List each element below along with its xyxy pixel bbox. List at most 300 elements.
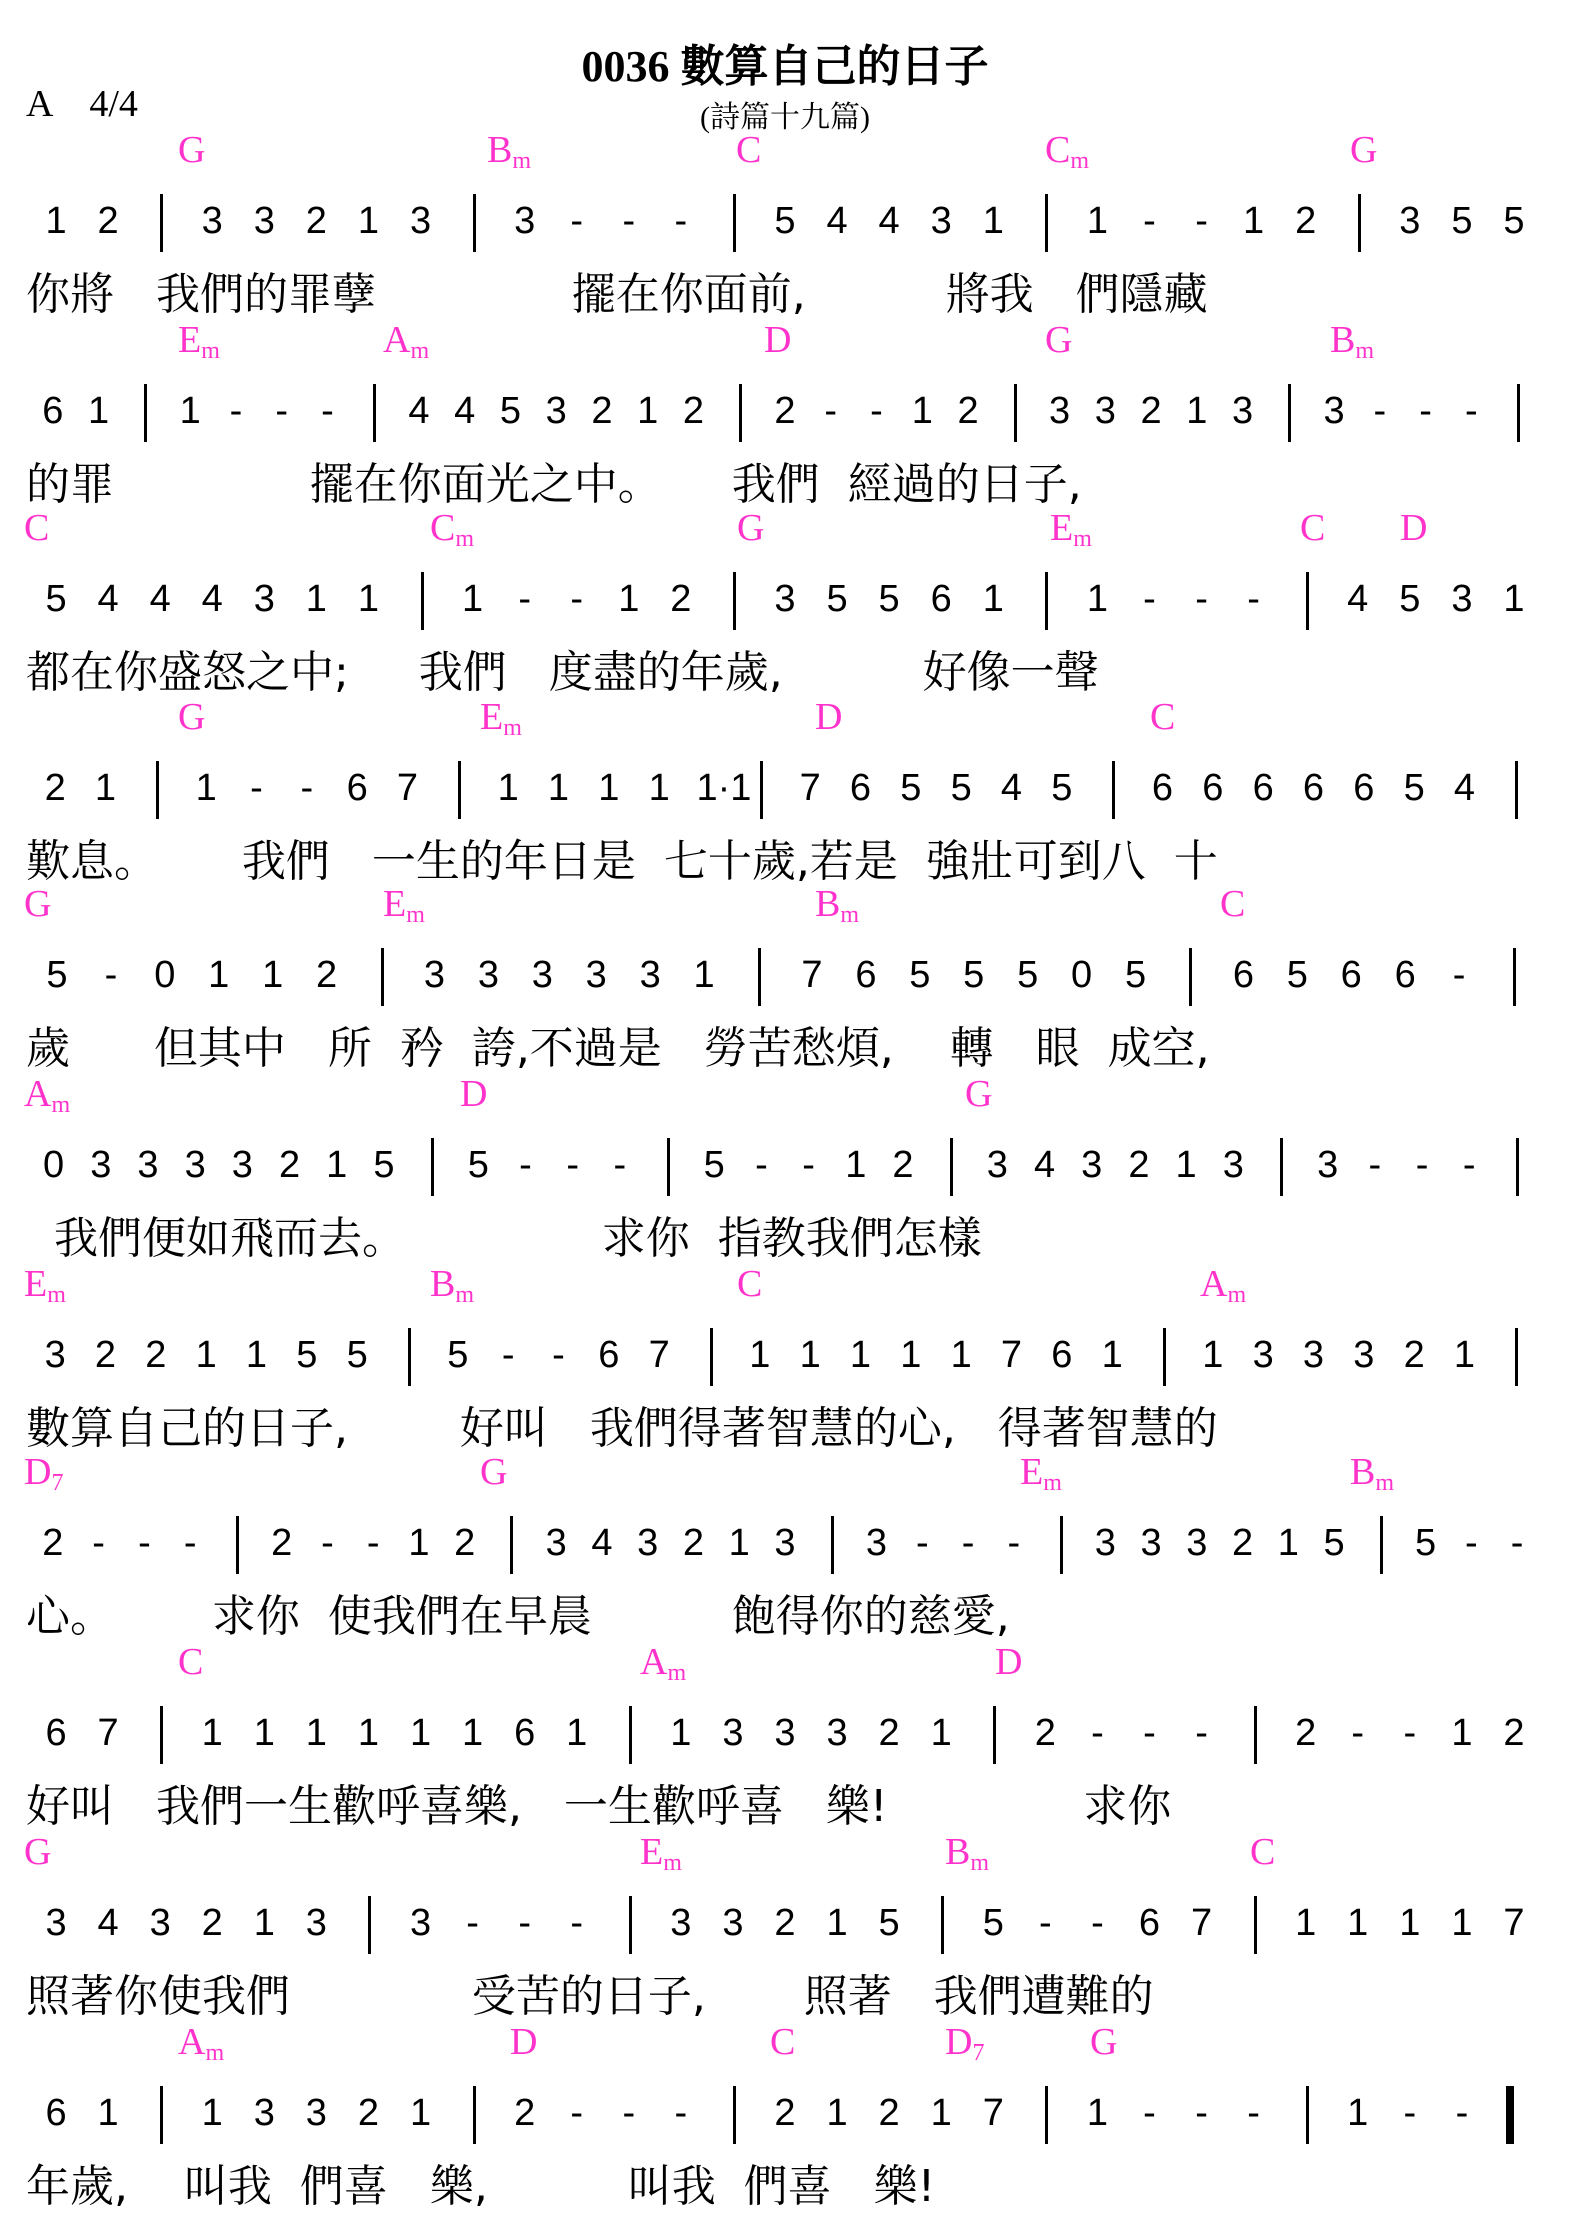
bar-line xyxy=(373,384,376,442)
jianpu-note: 1 xyxy=(462,1712,484,1754)
jianpu-note: 3 xyxy=(305,2092,327,2134)
jianpu-note: 3 xyxy=(1222,1144,1244,1186)
jianpu-note: 2 xyxy=(774,1902,796,1944)
notation-row xyxy=(0,2082,1570,2152)
jianpu-note: 2 xyxy=(1295,200,1317,242)
jianpu-note: 3 xyxy=(1317,1144,1339,1186)
score-system xyxy=(0,882,1570,1074)
jianpu-note: 6 xyxy=(1394,954,1416,996)
bar-line xyxy=(758,948,761,1006)
extension-dash: - xyxy=(104,954,118,996)
extension-dash: - xyxy=(1368,1144,1382,1186)
chord-symbol: C xyxy=(770,2021,796,2063)
jianpu-note: 3 xyxy=(670,1902,692,1944)
jianpu-note: 2 xyxy=(145,1334,167,1376)
notation-row xyxy=(0,1892,1570,1962)
notation-row xyxy=(0,1512,1570,1582)
chord-symbol: G xyxy=(178,696,206,738)
chord-symbol: $B_m$ xyxy=(1350,1451,1395,1496)
jianpu-note: 6 xyxy=(855,954,877,996)
jianpu-note: 1·1 xyxy=(696,767,752,809)
jianpu-note: 7 xyxy=(801,954,823,996)
jianpu-note: 1 xyxy=(1277,1522,1299,1564)
extension-dash: - xyxy=(915,1522,929,1564)
jianpu-note: 3 xyxy=(722,1902,744,1944)
extension-dash: - xyxy=(1007,1522,1021,1564)
bar-line xyxy=(156,761,159,819)
jianpu-note: 1 xyxy=(88,390,110,432)
jianpu-note: 3 xyxy=(722,1712,744,1754)
lyric-line: 照著你使我們 受苦的日子, 照著 我們遭難的 xyxy=(26,1971,1154,2022)
bar-line xyxy=(1306,2086,1309,2144)
jianpu-note: 1 xyxy=(749,1334,771,1376)
notation-row xyxy=(0,1324,1570,1394)
jianpu-note: 1 xyxy=(253,1902,275,1944)
jianpu-note: 5 xyxy=(950,767,972,809)
extension-dash: - xyxy=(275,390,288,432)
jianpu-note: 3 xyxy=(1353,1334,1375,1376)
jianpu-note: 1 xyxy=(1451,1902,1473,1944)
bar-line xyxy=(1380,1516,1383,1574)
jianpu-note: 4 xyxy=(454,390,476,432)
extension-dash: - xyxy=(1143,200,1156,242)
jianpu-note: 1 xyxy=(462,578,484,620)
jianpu-note: 1 xyxy=(326,1144,348,1186)
chord-symbol: D xyxy=(995,1641,1023,1683)
bar-line xyxy=(993,1706,996,1764)
jianpu-note: 1 xyxy=(45,200,67,242)
jianpu-note: 1 xyxy=(357,200,379,242)
jianpu-note: 1 xyxy=(1453,1334,1476,1376)
jianpu-note: 0 xyxy=(1071,954,1093,996)
jianpu-note: 5 xyxy=(1124,954,1147,996)
bar-line xyxy=(1045,572,1048,630)
extension-dash: - xyxy=(570,578,584,620)
bar-line xyxy=(629,1896,632,1954)
bar-line xyxy=(710,1328,713,1386)
jianpu-note: 1 xyxy=(408,1522,430,1564)
extension-dash: - xyxy=(1465,1522,1478,1564)
extension-dash: - xyxy=(613,1144,627,1186)
jianpu-note: 3 xyxy=(423,954,446,996)
chord-symbol: $E_m$ xyxy=(178,319,220,364)
jianpu-note: 5 xyxy=(45,578,67,620)
jianpu-note: 1 xyxy=(826,1902,848,1944)
jianpu-note: 5 xyxy=(1399,578,1421,620)
jianpu-note: 2 xyxy=(892,1144,914,1186)
jianpu-note: 3 xyxy=(149,1902,171,1944)
jianpu-note: 3 xyxy=(639,954,661,996)
bar-line xyxy=(144,384,147,442)
lyric-line: 歲 但其中 所 矜 誇,不過是 勞苦愁煩, 轉 眼 成空, xyxy=(26,1023,1210,1074)
jianpu-note: 5 xyxy=(1451,200,1473,242)
jianpu-note: 3 xyxy=(253,578,275,620)
jianpu-note: 1 xyxy=(1399,1902,1421,1944)
jianpu-note: 2 xyxy=(957,390,979,432)
jianpu-note: 1 xyxy=(179,390,201,432)
jianpu-note: 3 xyxy=(1302,1334,1325,1376)
jianpu-note: 4 xyxy=(1033,1144,1056,1186)
extension-dash: - xyxy=(1403,2092,1417,2134)
jianpu-note: 1 xyxy=(648,767,670,809)
jianpu-note: 2 xyxy=(682,1522,705,1564)
jianpu-note: 1 xyxy=(598,767,620,809)
bar-line xyxy=(421,572,424,630)
jianpu-note: 1 xyxy=(94,767,117,809)
jianpu-note: 5 xyxy=(703,1144,725,1186)
bar-line xyxy=(160,194,163,252)
notation-row xyxy=(0,380,1570,450)
bar-line xyxy=(1060,1516,1063,1574)
bar-line xyxy=(1112,761,1115,819)
extension-dash: - xyxy=(755,1144,768,1186)
jianpu-note: 2 xyxy=(774,390,796,432)
extension-dash: - xyxy=(622,200,636,242)
extension-dash: - xyxy=(1039,1902,1052,1944)
bar-line xyxy=(1288,384,1291,442)
jianpu-note: 2 xyxy=(316,954,338,996)
chord-symbol: D xyxy=(510,2021,538,2063)
jianpu-note: 1 xyxy=(826,2092,848,2134)
jianpu-note: 1 xyxy=(1086,2092,1108,2134)
chord-symbol: C xyxy=(737,1263,763,1305)
jianpu-note: 2 xyxy=(1140,390,1162,432)
chord-symbol: G xyxy=(1090,2021,1118,2063)
notation-row xyxy=(0,190,1570,260)
jianpu-note: 2 xyxy=(44,767,66,809)
jianpu-note: 1 xyxy=(1295,1902,1317,1944)
chord-symbol: G xyxy=(178,129,206,171)
jianpu-note: 3 xyxy=(45,1902,67,1944)
extension-dash: - xyxy=(501,1334,515,1376)
extension-dash: - xyxy=(1247,578,1260,620)
notation-row xyxy=(0,757,1570,827)
chord-symbol: C xyxy=(24,507,50,549)
jianpu-note: 5 xyxy=(1403,767,1425,809)
jianpu-note: 4 xyxy=(97,578,119,620)
jianpu-note: 3 xyxy=(545,1522,567,1564)
bar-line xyxy=(1014,384,1017,442)
extension-dash: - xyxy=(824,390,838,432)
jianpu-note: 1 xyxy=(618,578,640,620)
jianpu-note: 3 xyxy=(585,954,607,996)
bar-line xyxy=(941,1896,944,1954)
chord-symbol: $E_m$ xyxy=(480,696,522,741)
chord-symbol: $B_m$ xyxy=(487,129,532,174)
chord-symbol: $E_m$ xyxy=(383,883,425,928)
chord-symbol: $E_m$ xyxy=(640,1831,682,1876)
chord-symbol: $E_m$ xyxy=(1050,507,1092,552)
jianpu-note: 5 xyxy=(826,578,848,620)
bar-line xyxy=(1163,1328,1166,1386)
jianpu-note: 5 xyxy=(1051,767,1073,809)
bar-line xyxy=(236,1516,239,1574)
chord-symbol: $E_m$ xyxy=(1020,1451,1062,1496)
jianpu-note: 2 xyxy=(1231,1522,1254,1564)
bar-line xyxy=(1306,572,1309,630)
bar-line xyxy=(510,1516,513,1574)
extension-dash: - xyxy=(802,1144,815,1186)
jianpu-note: 4 xyxy=(1347,578,1369,620)
jianpu-note: 1 xyxy=(97,2092,119,2134)
jianpu-note: 7 xyxy=(1000,1334,1023,1376)
jianpu-note: 1 xyxy=(497,767,519,809)
jianpu-note: 5 xyxy=(1323,1522,1345,1564)
jianpu-note: 1 xyxy=(1175,1144,1197,1186)
chord-symbol: $D_7$ xyxy=(24,1451,64,1496)
jianpu-note: 3 xyxy=(1231,390,1254,432)
jianpu-note: 6 xyxy=(849,767,872,809)
jianpu-note: 3 xyxy=(1451,578,1473,620)
extension-dash: - xyxy=(1351,1712,1365,1754)
extension-dash: - xyxy=(1455,2092,1469,2134)
extension-dash: - xyxy=(1195,578,1208,620)
jianpu-note: 5 xyxy=(963,954,985,996)
jianpu-note: 1 xyxy=(262,954,284,996)
jianpu-note: 2 xyxy=(271,1522,293,1564)
extension-dash: - xyxy=(250,767,263,809)
jianpu-note: 5 xyxy=(878,1902,900,1944)
jianpu-note: 3 xyxy=(774,1522,796,1564)
jianpu-note: 3 xyxy=(1323,390,1345,432)
jianpu-note: 1 xyxy=(1347,1902,1369,1944)
jianpu-note: 6 xyxy=(1151,767,1174,809)
lyric-line: 年歲, 叫我 們喜 樂, 叫我 們喜 樂! xyxy=(26,2161,936,2212)
lyric-line: 我們便如飛而去。 求你 指教我們怎樣 xyxy=(26,1213,982,1264)
bar-line xyxy=(1280,1138,1283,1196)
bar-line xyxy=(950,1138,953,1196)
jianpu-note: 7 xyxy=(1190,1902,1213,1944)
chord-symbol: $B_m$ xyxy=(945,1831,990,1876)
extension-dash: - xyxy=(1195,2092,1208,2134)
jianpu-note: 3 xyxy=(865,1522,888,1564)
chord-symbol: $B_m$ xyxy=(815,883,860,928)
extension-dash: - xyxy=(1143,1712,1156,1754)
extension-dash: - xyxy=(229,390,243,432)
chord-symbol: $B_m$ xyxy=(1330,319,1375,364)
jianpu-note: 4 xyxy=(149,578,171,620)
score-system xyxy=(0,318,1570,510)
chord-symbol: $C_m$ xyxy=(430,507,475,552)
jianpu-note: 6 xyxy=(45,1712,67,1754)
jianpu-note: 2 xyxy=(42,1522,64,1564)
jianpu-note: 4 xyxy=(408,390,430,432)
jianpu-note: 5 xyxy=(346,1334,368,1376)
score-system xyxy=(0,2020,1570,2212)
jianpu-note: 1 xyxy=(357,578,379,620)
jianpu-note: 1 xyxy=(728,1522,750,1564)
bar-line xyxy=(1254,1706,1257,1764)
jianpu-note: 3 xyxy=(531,954,553,996)
jianpu-note: 7 xyxy=(396,767,419,809)
bar-line xyxy=(1517,384,1520,442)
jianpu-note: 6 xyxy=(1138,1902,1161,1944)
bar-line xyxy=(473,194,476,252)
jianpu-note: 7 xyxy=(648,1334,670,1376)
jianpu-note: 1 xyxy=(195,767,217,809)
jianpu-note: 2 xyxy=(357,2092,379,2134)
bar-line xyxy=(473,2086,476,2144)
extension-dash: - xyxy=(138,1522,151,1564)
notation-row xyxy=(0,1134,1570,1204)
bar-line xyxy=(733,572,736,630)
chord-symbol: C xyxy=(1220,883,1246,925)
jianpu-note: 1 xyxy=(670,1712,692,1754)
jianpu-note: 1 xyxy=(1086,578,1108,620)
jianpu-note: 6 xyxy=(45,2092,67,2134)
chord-symbol: D xyxy=(460,1073,488,1115)
jianpu-note: 1 xyxy=(1347,2092,1369,2134)
chord-symbol: $A_m$ xyxy=(383,319,430,364)
extension-dash: - xyxy=(321,1522,334,1564)
extension-dash: - xyxy=(1091,1902,1104,1944)
score-system xyxy=(0,695,1570,887)
score-system xyxy=(0,506,1570,698)
jianpu-note: 6 xyxy=(1252,767,1274,809)
final-bar-line xyxy=(1506,2086,1514,2144)
notation-row xyxy=(0,568,1570,638)
chord-symbol: G xyxy=(965,1073,993,1115)
jianpu-note: 2 xyxy=(97,200,119,242)
jianpu-note: 1 xyxy=(799,1334,821,1376)
jianpu-note: 3 xyxy=(1094,390,1116,432)
notation-row xyxy=(0,944,1570,1014)
key-signature: A 4/4 xyxy=(26,83,138,125)
jianpu-note: 7 xyxy=(97,1712,119,1754)
extension-dash: - xyxy=(1462,1144,1476,1186)
extension-dash: - xyxy=(570,2092,584,2134)
jianpu-note: 3 xyxy=(774,578,796,620)
jianpu-note: 2 xyxy=(1503,1712,1525,1754)
jianpu-note: 1 xyxy=(900,1334,922,1376)
bar-line xyxy=(431,1138,434,1196)
bar-line xyxy=(381,948,384,1006)
jianpu-note: 1 xyxy=(1086,200,1108,242)
jianpu-note: 5 xyxy=(900,767,922,809)
jianpu-note: 1 xyxy=(547,767,570,809)
jianpu-note: 3 xyxy=(409,200,432,242)
jianpu-note: 3 xyxy=(514,200,536,242)
jianpu-note: 3 xyxy=(986,1144,1008,1186)
jianpu-note: 1 xyxy=(566,1712,588,1754)
bar-line xyxy=(408,1328,411,1386)
jianpu-note: 5 xyxy=(1017,954,1039,996)
jianpu-note: 6 xyxy=(1232,954,1254,996)
bar-line xyxy=(368,1896,371,1954)
chord-symbol: $B_m$ xyxy=(430,1263,475,1308)
bar-line xyxy=(1513,948,1516,1006)
chord-symbol: C xyxy=(736,129,762,171)
jianpu-note: 2 xyxy=(591,390,613,432)
bar-line xyxy=(1254,1896,1257,1954)
chord-symbol: D xyxy=(764,319,792,361)
jianpu-note: 1 xyxy=(409,2092,432,2134)
jianpu-note: 1 xyxy=(245,1334,268,1376)
extension-dash: - xyxy=(1091,1712,1104,1754)
chord-symbol: D xyxy=(815,696,843,738)
bar-line xyxy=(1516,1138,1519,1196)
extension-dash: - xyxy=(518,578,531,620)
jianpu-note: 1 xyxy=(357,1712,379,1754)
extension-dash: - xyxy=(518,1902,531,1944)
extension-dash: - xyxy=(1195,200,1208,242)
lyric-line: 的罪 擺在你面光之中。 我們 經過的日子, xyxy=(26,459,1082,510)
score-system xyxy=(0,128,1570,320)
bar-line xyxy=(760,761,763,819)
extension-dash: - xyxy=(870,390,883,432)
lyric-line: 數算自己的日子, 好叫 我們得著智慧的心, 得著智慧的 xyxy=(26,1403,1218,1454)
bar-line xyxy=(1045,2086,1048,2144)
jianpu-note: 1 xyxy=(208,954,230,996)
chord-symbol: C xyxy=(1300,507,1326,549)
bar-line xyxy=(1358,194,1361,252)
jianpu-note: 3 xyxy=(826,1712,848,1754)
lyric-line: 好叫 我們一生歡呼喜樂, 一生歡呼喜 樂! 求你 xyxy=(26,1781,1172,1832)
extension-dash: - xyxy=(1143,578,1156,620)
jianpu-note: 6 xyxy=(598,1334,620,1376)
bar-line xyxy=(733,194,736,252)
chord-symbol: G xyxy=(24,1831,52,1873)
bar-line xyxy=(458,761,461,819)
extension-dash: - xyxy=(1510,1522,1524,1564)
jianpu-note: 6 xyxy=(514,1712,536,1754)
chord-symbol: $E_m$ xyxy=(24,1263,66,1308)
jianpu-note: 2 xyxy=(1295,1712,1317,1754)
chord-symbol: $A_m$ xyxy=(640,1641,687,1686)
jianpu-note: 7 xyxy=(982,2092,1004,2134)
jianpu-note: 6 xyxy=(930,578,952,620)
jianpu-note: 1 xyxy=(1451,1712,1473,1754)
jianpu-note: 1 xyxy=(930,1712,952,1754)
jianpu-note: 5 xyxy=(373,1144,395,1186)
jianpu-note: 2 xyxy=(1128,1144,1150,1186)
jianpu-note: 6 xyxy=(1202,767,1224,809)
chord-symbol: G xyxy=(24,883,52,925)
jianpu-note: 1 xyxy=(845,1144,867,1186)
jianpu-note: 4 xyxy=(878,200,900,242)
jianpu-note: 2 xyxy=(94,1334,117,1376)
jianpu-note: 1 xyxy=(305,578,327,620)
extension-dash: - xyxy=(1452,954,1466,996)
extension-dash: - xyxy=(1143,2092,1156,2134)
bar-line xyxy=(1045,194,1048,252)
jianpu-note: 3 xyxy=(637,1522,659,1564)
jianpu-note: 4 xyxy=(1453,767,1476,809)
jianpu-note: 3 xyxy=(477,954,499,996)
jianpu-note: 2 xyxy=(1403,1334,1425,1376)
jianpu-note: 1 xyxy=(1186,390,1208,432)
notation-row xyxy=(0,1702,1570,1772)
chord-symbol: G xyxy=(1045,319,1073,361)
jianpu-note: 3 xyxy=(1186,1522,1208,1564)
jianpu-note: 5 xyxy=(296,1334,318,1376)
jianpu-note: 1 xyxy=(1243,200,1265,242)
jianpu-note: 1 xyxy=(982,200,1004,242)
jianpu-note: 6 xyxy=(1353,767,1375,809)
extension-dash: - xyxy=(566,1144,579,1186)
extension-dash: - xyxy=(1247,2092,1260,2134)
extension-dash: - xyxy=(961,1522,975,1564)
chord-symbol: G xyxy=(737,507,765,549)
jianpu-note: 1 xyxy=(305,1712,327,1754)
chord-symbol: $A_m$ xyxy=(1200,1263,1247,1308)
jianpu-note: 6 xyxy=(42,390,64,432)
jianpu-note: 2 xyxy=(278,1144,301,1186)
jianpu-note: 2 xyxy=(670,578,692,620)
jianpu-note: 1 xyxy=(1503,578,1525,620)
score-system xyxy=(0,1830,1570,2022)
bar-line xyxy=(667,1138,670,1196)
